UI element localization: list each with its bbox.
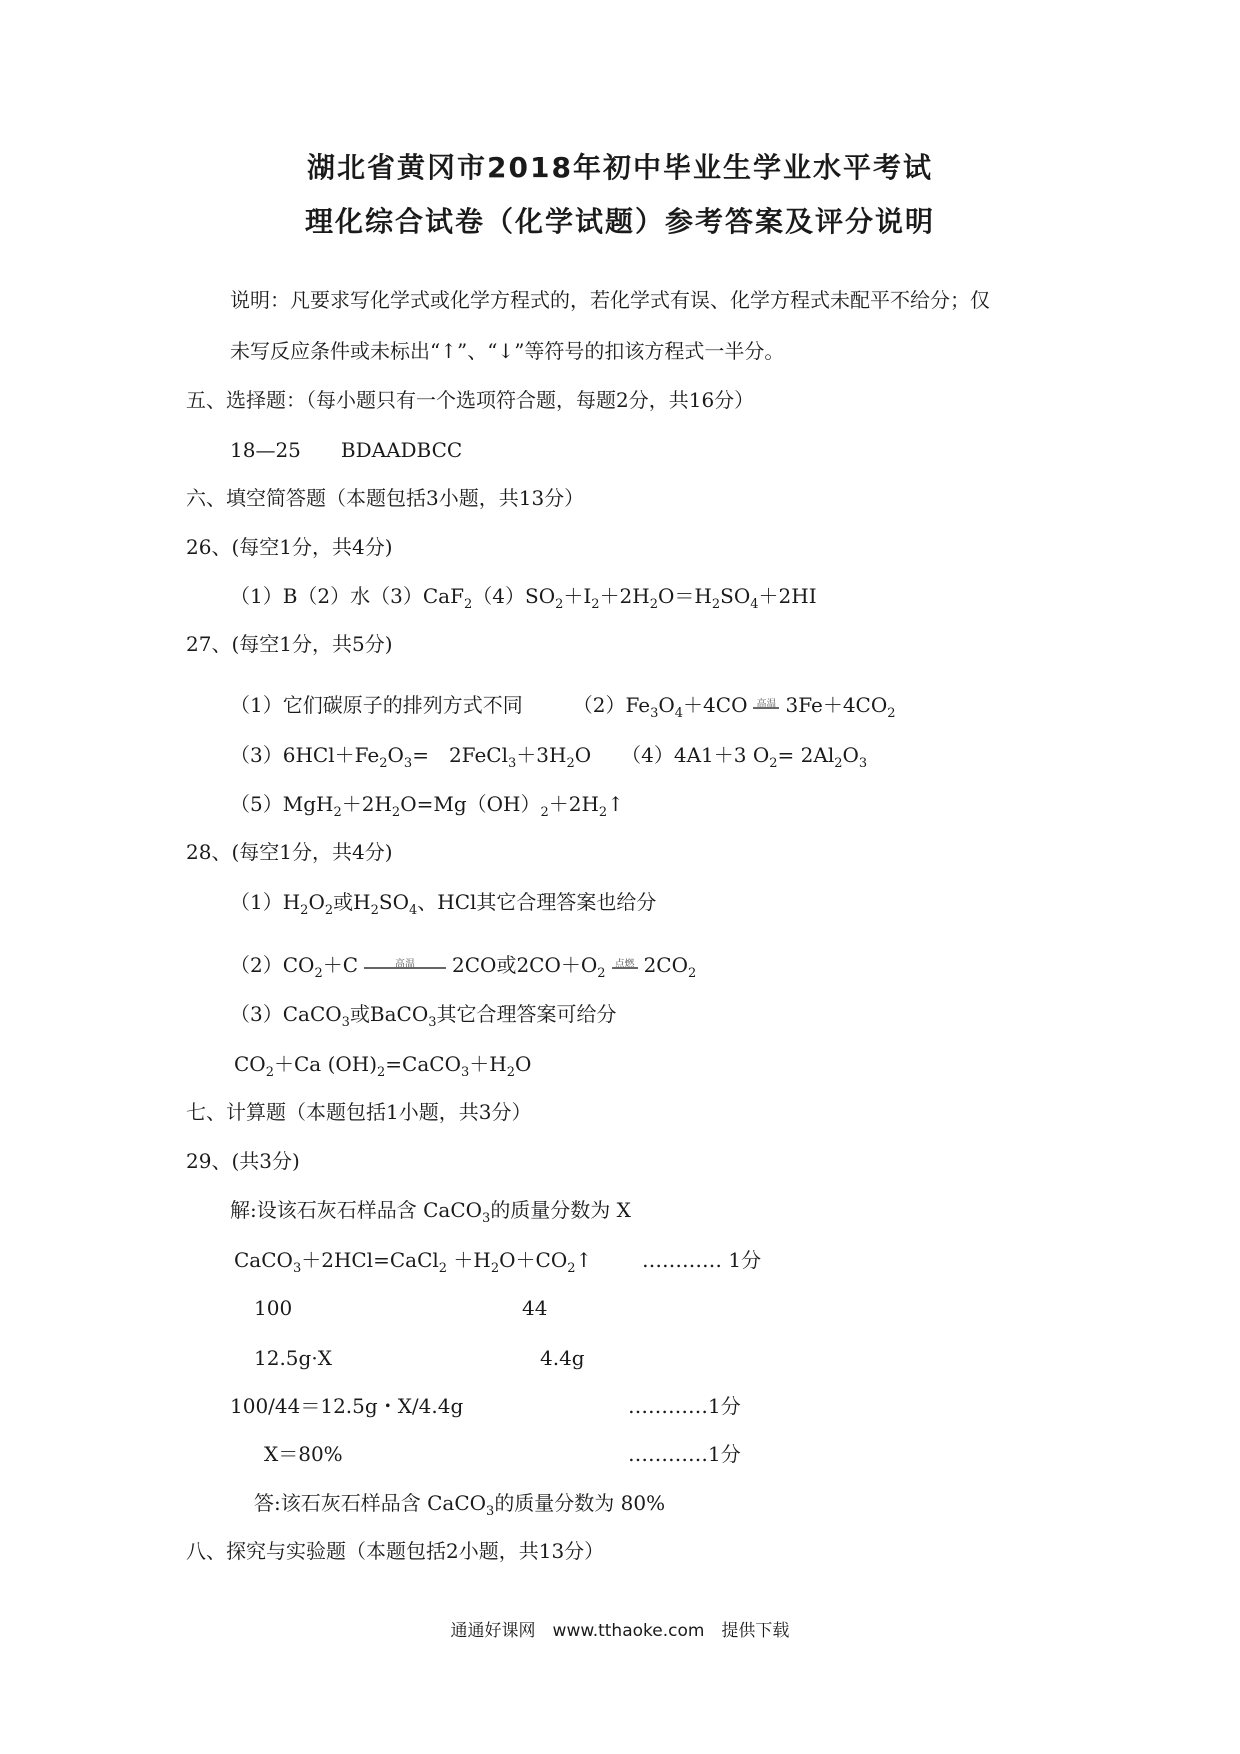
q29-solution-setup: 解:设该石灰石样品含 CaCO$_3$的质量分数为 X xyxy=(230,1198,631,1226)
title-line-1: 湖北省黄冈市2018年初中毕业生学业水平考试 xyxy=(307,151,933,184)
note-line-1: 说明：凡要求写化学式或化学方程式的，若化学式有误、化学方程式未配平不给分；仅 xyxy=(230,288,990,312)
q27-answer-5: $(5)MgH_2+2H_2O=Mg(OH)_2+2H_2↑$ xyxy=(230,792,624,820)
q29-mass-co2: 4.4g xyxy=(540,1346,585,1370)
q29-equation: CaCO$_3$＋2HCl=CaCl$_2$ $+H_2O+CO_2↑$ xyxy=(234,1248,593,1276)
q29-answer: 答:该石灰石样品含 CaCO$_3$的质量分数为 80% xyxy=(254,1491,666,1519)
q28-answer-3: （3）CaCO$_3$或BaCO$_3$其它合理答案可给分 xyxy=(230,1002,617,1030)
q27-answer-1-2: （1）它们碳原子的排列方式不同 $(2)Fe_3O_4+4CO$ 高温 $3Fe+4CO_2$ xyxy=(230,693,896,721)
section-7-heading: 七、计算题（本题包括1小题，共3分） xyxy=(186,1100,532,1124)
reaction-condition-mark: 高温 xyxy=(749,697,783,717)
q29-ratio: 100/44＝12.5g・X/4.4g xyxy=(230,1394,464,1418)
q27-answer-3-4: $(3)6HCl+Fe_2O_3=$ $2FeCl_3+3H_2O$ （4）4A1＋3 $O_2= 2Al_2O_3$ xyxy=(230,743,868,771)
q29-score-2: …………1分 xyxy=(628,1394,741,1418)
reaction-condition-mark: 高温 xyxy=(360,957,450,977)
q29-score-3: …………1分 xyxy=(628,1442,741,1466)
q28-heading: 28、(每空1分，共4分) xyxy=(186,840,393,864)
q26-answer: （1）B（2）水$(3)CaF_2(4)SO_2+I_2+2H_2O=H_2SO_4+2HI$ xyxy=(230,584,817,612)
title-line-2: 理化综合试卷（化学试题）参考答案及评分说明 xyxy=(304,205,935,238)
q26-heading: 26、(每空1分，共4分) xyxy=(186,535,393,559)
q29-molar-mass-caco3: 100 xyxy=(254,1296,293,1320)
q28-answer-2: $(2)CO_2+C$ 高温 2CO或$2CO+O_2$ 点燃 $2CO_2$ xyxy=(230,953,697,981)
q29-mass-caco3: 12.5g·X xyxy=(254,1346,332,1370)
section-8-heading: 八、探究与实验题（本题包括2小题，共13分） xyxy=(186,1539,605,1563)
q29-molar-mass-co2: 44 xyxy=(522,1296,548,1320)
section-6-heading: 六、填空简答题（本题包括3小题，共13分） xyxy=(186,486,585,510)
q29-result: X＝80% xyxy=(264,1442,343,1466)
reaction-condition-mark: 点燃 xyxy=(608,957,642,977)
section-5-heading: 五、选择题：（每小题只有一个选项符合题，每题2分，共16分） xyxy=(186,388,755,412)
q28-equation: $CO_2+Ca$ $(OH)_2=CaCO_3+H_2O$ xyxy=(234,1052,532,1080)
q29-score-1: ………… 1分 xyxy=(642,1248,762,1272)
footer-source: 通通好课网 www.tthaoke.com 提供下载 xyxy=(450,1621,790,1641)
q27-heading: 27、(每空1分，共5分) xyxy=(186,632,393,656)
section-5-answers: 18—25 BDAADBCC xyxy=(230,438,463,462)
q28-answer-1: $(1)H_2O_2$或$H_2SO_4$、HCl其它合理答案也给分 xyxy=(230,890,657,918)
note-line-2: 未写反应条件或未标出“↑”、“↓”等符号的扣该方程式一半分。 xyxy=(230,339,785,363)
q29-heading: 29、(共3分) xyxy=(186,1149,300,1173)
